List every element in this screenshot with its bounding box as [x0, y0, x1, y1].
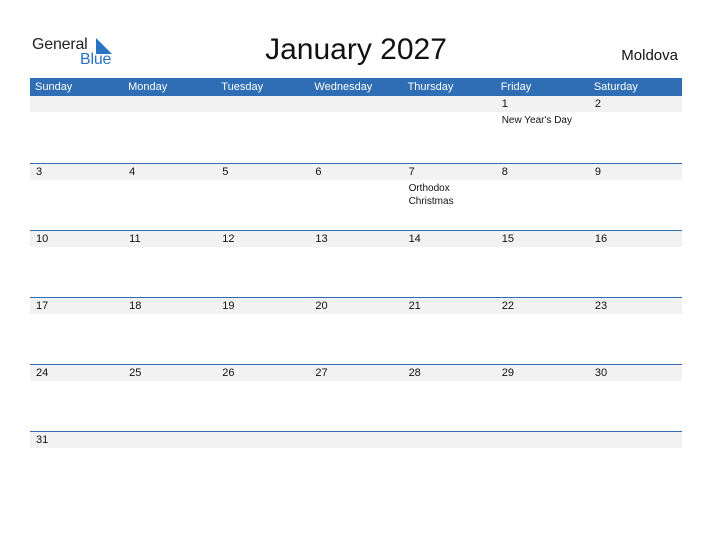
- day-cell: [589, 231, 682, 297]
- day-number: 5: [222, 166, 229, 178]
- day-number: 18: [129, 300, 142, 312]
- day-cell: [589, 365, 682, 431]
- weekday-monday: Monday: [128, 81, 168, 93]
- weekday-tuesday: Tuesday: [221, 81, 264, 93]
- day-number: 29: [501, 367, 514, 379]
- weekday-saturday: Saturday: [593, 81, 638, 93]
- day-cell: [216, 298, 309, 364]
- day-cell: [309, 231, 402, 297]
- weeks-container: [30, 96, 682, 451]
- day-cell: [496, 231, 589, 297]
- day-cell: [309, 164, 402, 230]
- day-number: 7: [408, 166, 415, 178]
- day-cell: [216, 96, 309, 163]
- week-cells: [30, 432, 682, 451]
- day-cell: [589, 432, 682, 451]
- weekday-friday: Friday: [500, 81, 532, 93]
- country-label: Moldova: [621, 47, 678, 64]
- day-cell: [496, 365, 589, 431]
- day-number: 3: [36, 166, 43, 178]
- calendar-title: January 2027: [265, 33, 447, 66]
- week-row: [30, 431, 682, 451]
- weekday-thursday: Thursday: [407, 81, 454, 93]
- week-cells: [30, 365, 682, 431]
- weekday-header: [30, 78, 682, 96]
- day-cell: [403, 298, 496, 364]
- day-number: 26: [222, 367, 235, 379]
- day-number: 31: [36, 434, 49, 446]
- day-number: 2: [594, 98, 601, 110]
- day-cell: [216, 365, 309, 431]
- day-cell: [309, 365, 402, 431]
- day-number: 25: [129, 367, 142, 379]
- logo-word-general: General: [32, 36, 88, 53]
- day-cell: [496, 432, 589, 451]
- day-cell: [403, 96, 496, 163]
- day-cell: [403, 164, 496, 230]
- day-cell: [123, 432, 216, 451]
- day-number: 21: [408, 300, 421, 312]
- day-cell: [123, 231, 216, 297]
- day-cell: [30, 231, 123, 297]
- day-cell: [216, 432, 309, 451]
- day-number: 28: [408, 367, 421, 379]
- day-cell: [403, 231, 496, 297]
- day-number: 14: [408, 233, 421, 245]
- day-cell: [309, 96, 402, 163]
- day-number: 24: [36, 367, 49, 379]
- week-row: [30, 297, 682, 364]
- week-cells: [30, 231, 682, 297]
- day-cell: [30, 298, 123, 364]
- day-number: 12: [222, 233, 235, 245]
- day-cell: [496, 164, 589, 230]
- week-row: [30, 163, 682, 230]
- day-number: 10: [36, 233, 49, 245]
- holiday-label: Orthodox Christmas: [408, 183, 454, 207]
- day-number: 9: [594, 166, 601, 178]
- logo-word-blue: Blue: [80, 51, 112, 68]
- day-cell: [216, 164, 309, 230]
- day-number: 6: [315, 166, 322, 178]
- day-cell: [589, 96, 682, 163]
- weekday-wednesday: Wednesday: [314, 81, 373, 93]
- day-number: 27: [315, 367, 328, 379]
- week-cells: [30, 96, 682, 163]
- day-cell: [589, 164, 682, 230]
- day-cell: [30, 164, 123, 230]
- day-cell: [123, 365, 216, 431]
- day-number: 19: [222, 300, 235, 312]
- day-number: 23: [594, 300, 608, 312]
- day-number: 15: [501, 233, 514, 245]
- day-cell: [496, 96, 589, 163]
- day-cell: [30, 432, 123, 451]
- day-number: 30: [594, 367, 608, 379]
- day-number: 16: [594, 233, 608, 245]
- day-cell: [30, 365, 123, 431]
- day-number: 8: [501, 166, 508, 178]
- week-cells: [30, 298, 682, 364]
- calendar-grid: [30, 78, 682, 451]
- day-cell: [403, 365, 496, 431]
- day-cell: [496, 298, 589, 364]
- day-cell: [123, 298, 216, 364]
- day-cell: [403, 432, 496, 451]
- day-cell: [30, 96, 123, 163]
- day-number: 4: [129, 166, 136, 178]
- day-cell: [123, 96, 216, 163]
- day-number: 11: [129, 233, 141, 245]
- day-number: 17: [36, 300, 49, 312]
- day-cell: [309, 432, 402, 451]
- week-cells: [30, 164, 682, 230]
- week-row: [30, 364, 682, 431]
- holiday-label: New Year's Day: [501, 115, 572, 126]
- day-cell: [216, 231, 309, 297]
- week-row: [30, 96, 682, 163]
- week-row: [30, 230, 682, 297]
- day-number: 13: [315, 233, 328, 245]
- weekday-sunday: Sunday: [35, 81, 73, 93]
- day-number: 1: [501, 98, 508, 110]
- day-cell: [309, 298, 402, 364]
- day-number: 20: [315, 300, 328, 312]
- day-cell: [589, 298, 682, 364]
- day-cell: [123, 164, 216, 230]
- day-number: 22: [501, 300, 514, 312]
